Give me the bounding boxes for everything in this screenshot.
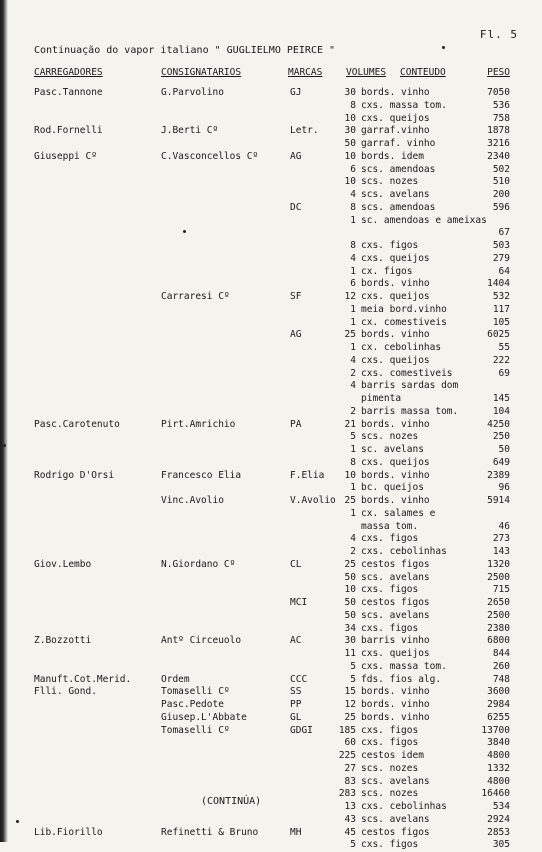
- cell-content: pimenta: [361, 393, 402, 404]
- cell-weight: 3216: [487, 138, 510, 149]
- cell-content: cxs. cebolinhas: [361, 801, 447, 812]
- cell-weight: 3840: [487, 737, 510, 749]
- cell-volumes: 30: [344, 635, 356, 647]
- table-row: [0, 827, 542, 840]
- cell-shipper: Pasc.Carotenuto: [34, 418, 120, 430]
- table-row: [0, 87, 542, 100]
- cell-volumes: 11: [344, 648, 356, 659]
- cell-content: bords. idem: [361, 150, 424, 162]
- cell-volumes: 27: [344, 762, 356, 774]
- table-row: [0, 431, 542, 444]
- cell-weight: 6800: [487, 635, 510, 647]
- cell-weight: 6255: [487, 711, 510, 723]
- cell-volumes: 10: [344, 112, 356, 124]
- table-row: [0, 699, 542, 712]
- cell-volumes: 21: [344, 418, 356, 430]
- cell-volumes: 30: [344, 87, 356, 98]
- cell-weight: 2500: [487, 609, 510, 621]
- cell-weight: 596: [492, 201, 510, 213]
- cell-content: bords. vinho: [361, 278, 430, 290]
- cell-content: barris massa tom.: [361, 405, 459, 417]
- cell-volumes: 10: [344, 584, 356, 596]
- cell-content: cxs. queijos: [361, 252, 430, 264]
- cell-weight: 50: [498, 444, 510, 455]
- cell-content: cxs. massa tom.: [361, 660, 447, 672]
- cell-content: bords. vinho: [361, 495, 430, 506]
- table-row: [0, 661, 542, 674]
- cell-volumes: 5: [350, 660, 356, 672]
- cell-content: bc. queijos: [361, 482, 424, 494]
- cell-mark: CL: [290, 558, 302, 570]
- cell-weight: 2380: [487, 622, 510, 634]
- table-row: [0, 406, 542, 419]
- table-row: [0, 737, 542, 750]
- cell-weight: 2853: [487, 826, 510, 838]
- table-row: [0, 674, 542, 687]
- table-row: [0, 100, 542, 113]
- cell-volumes: 1: [350, 482, 356, 494]
- table-row: [0, 202, 542, 215]
- cell-volumes: 6: [350, 278, 356, 290]
- table-row: [0, 839, 542, 852]
- cell-content: cxs. queijos: [361, 456, 430, 468]
- cell-volumes: 83: [344, 775, 356, 787]
- cell-volumes: 25: [344, 329, 356, 341]
- cell-consignee: Francesco Elia: [161, 469, 242, 481]
- table-row: [0, 291, 542, 304]
- cell-volumes: 8: [350, 201, 356, 213]
- table-row: [0, 164, 542, 177]
- cell-content: scs. avelans: [361, 571, 430, 583]
- cell-content: sc. avelans: [361, 444, 424, 455]
- cell-content: barris vinho: [361, 635, 430, 647]
- cell-content: barris sardas dom: [361, 380, 459, 392]
- cell-consignee: Carraresi Cº: [161, 291, 230, 302]
- table-row: [0, 215, 542, 228]
- table-row: [0, 623, 542, 636]
- ink-speck: [3, 444, 6, 447]
- cell-weight: 6025: [487, 329, 510, 341]
- cell-mark: AG: [290, 329, 302, 341]
- cell-weight: 117: [492, 303, 510, 315]
- table-row: [0, 686, 542, 699]
- cell-volumes: 1: [350, 342, 356, 353]
- cell-weight: 510: [492, 176, 510, 188]
- cell-weight: 502: [492, 163, 510, 175]
- cell-volumes: 12: [344, 291, 356, 302]
- cell-weight: 305: [492, 839, 510, 851]
- cell-weight: 273: [492, 533, 510, 545]
- cell-weight: 96: [498, 482, 510, 494]
- table-row: [0, 189, 542, 202]
- cell-volumes: 4: [350, 354, 356, 366]
- cell-content: scs. avelans: [361, 609, 430, 621]
- cell-content: scs. nozes: [361, 431, 419, 443]
- cell-mark: Letr.: [290, 125, 319, 137]
- cell-weight: 1878: [487, 125, 510, 137]
- cell-volumes: 2: [350, 405, 356, 417]
- cell-volumes: 10: [344, 469, 356, 481]
- cell-mark: PP: [290, 699, 302, 710]
- table-row: [0, 393, 542, 406]
- cell-volumes: 5: [350, 431, 356, 443]
- cell-volumes: 4: [350, 380, 356, 392]
- cell-content: scs. avelans: [361, 775, 430, 787]
- cell-consignee: Ordem: [161, 673, 190, 685]
- cell-content: cx. cebolinhas: [361, 342, 442, 353]
- cell-content: scs. avelans: [361, 189, 430, 200]
- page-title: Continuação do vapor italiano " GUGLIELMO PEIRCE ": [34, 45, 336, 56]
- cell-content: cx. salames e: [361, 507, 436, 519]
- cell-weight: 715: [492, 584, 510, 596]
- header-mark: MARCAS: [288, 67, 323, 78]
- cell-volumes: 4: [350, 189, 356, 200]
- cell-consignee: Tomaselli Cº: [161, 724, 230, 736]
- cell-volumes: 25: [344, 711, 356, 723]
- cell-weight: 532: [492, 291, 510, 302]
- table-row: [0, 457, 542, 470]
- cell-weight: 4800: [487, 775, 510, 787]
- table-row: [0, 814, 542, 827]
- cell-weight: 844: [492, 648, 510, 659]
- table-row: [0, 584, 542, 597]
- cell-mark: AG: [290, 150, 302, 162]
- cell-shipper: Giov.Lembo: [34, 558, 92, 570]
- cell-volumes: 5: [350, 673, 356, 685]
- ink-speck: [442, 46, 445, 49]
- header-shipper: CARREGADORES: [34, 67, 103, 78]
- cell-shipper: Manuft.Cot.Merid.: [34, 673, 132, 685]
- cell-content: cxs. cebolinhas: [361, 546, 447, 557]
- cell-volumes: 1: [350, 444, 356, 455]
- table-row: [0, 648, 542, 661]
- cell-content: cxs. massa tom.: [361, 99, 447, 111]
- table-row: [0, 495, 542, 508]
- cell-volumes: 2: [350, 546, 356, 557]
- cell-weight: 67: [498, 227, 510, 239]
- cell-volumes: 1: [350, 507, 356, 519]
- cell-weight: 4800: [487, 750, 510, 761]
- cell-shipper: Flli. Gond.: [34, 686, 97, 698]
- cell-volumes: 34: [344, 622, 356, 634]
- header-content: CONTEUDO: [400, 67, 446, 78]
- table-row: [0, 597, 542, 610]
- table-row: [0, 521, 542, 534]
- cell-mark: MCI: [290, 597, 308, 608]
- cell-volumes: 8: [350, 240, 356, 251]
- ink-speck: [16, 820, 19, 823]
- table-row: [0, 317, 542, 330]
- cell-content: cxs. queijos: [361, 112, 430, 124]
- cell-weight: 200: [492, 189, 510, 200]
- cell-consignee: Antº Circeuolo: [161, 635, 242, 647]
- cell-content: scs. avelans: [361, 813, 430, 825]
- table-row: [0, 278, 542, 291]
- cell-consignee: N.Giordano Cº: [161, 558, 236, 570]
- cell-consignee: G.Parvolino: [161, 87, 224, 98]
- cell-weight: 145: [492, 393, 510, 404]
- cell-weight: 64: [498, 265, 510, 277]
- cell-mark: SF: [290, 291, 302, 302]
- cell-volumes: 25: [344, 558, 356, 570]
- cell-consignee: Giusep.L'Abbate: [161, 711, 247, 723]
- cell-weight: 2340: [487, 150, 510, 162]
- continues-note: (CONTINÚA): [201, 796, 262, 807]
- table-row: [0, 801, 542, 814]
- cell-content: cxs. queijos: [361, 354, 430, 366]
- cell-content: bords. vinho: [361, 469, 430, 481]
- cell-volumes: 283: [338, 788, 356, 800]
- cell-content: cxs. figos: [361, 724, 419, 736]
- table-row: [0, 380, 542, 393]
- cell-weight: 2500: [487, 571, 510, 583]
- cell-volumes: 30: [344, 125, 356, 137]
- cell-content: cxs. figos: [361, 622, 419, 634]
- cell-volumes: 50: [344, 597, 356, 608]
- cell-volumes: 2: [350, 367, 356, 379]
- table-row: [0, 113, 542, 126]
- cell-content: cxs. queijos: [361, 648, 430, 659]
- table-row: [0, 788, 542, 801]
- cell-mark: PA: [290, 418, 302, 430]
- cell-volumes: 8: [350, 99, 356, 111]
- table-row: [0, 125, 542, 138]
- cell-weight: 2389: [487, 469, 510, 481]
- cell-content: scs. nozes: [361, 788, 419, 800]
- cell-shipper: Z.Bozzotti: [34, 635, 92, 647]
- cell-weight: 16460: [481, 788, 510, 800]
- table-row: [0, 419, 542, 432]
- cell-content: scs. nozes: [361, 762, 419, 774]
- cell-volumes: 50: [344, 138, 356, 149]
- cell-content: bords. vinho: [361, 711, 430, 723]
- cell-weight: 503: [492, 240, 510, 251]
- cell-content: sc. amendoas e ameixas: [361, 214, 487, 226]
- table-row: [0, 763, 542, 776]
- cell-volumes: 15: [344, 686, 356, 698]
- cell-weight: 260: [492, 660, 510, 672]
- manifest-table: [0, 87, 542, 852]
- cell-mark: SS: [290, 686, 302, 698]
- cell-weight: 2924: [487, 813, 510, 825]
- cell-consignee: J.Berti Cº: [161, 125, 219, 137]
- cell-shipper: Lib.Fiorillo: [34, 826, 103, 838]
- cell-content: bords. vinho: [361, 87, 430, 98]
- cell-volumes: 50: [344, 609, 356, 621]
- cell-content: garraf.vinho: [361, 125, 430, 137]
- cell-volumes: 1: [350, 265, 356, 277]
- cell-weight: 2984: [487, 699, 510, 710]
- cell-volumes: 10: [344, 150, 356, 162]
- cell-content: cxs. figos: [361, 533, 419, 545]
- cell-weight: 46: [498, 520, 510, 532]
- table-row: [0, 610, 542, 623]
- cell-shipper: Rod.Fornelli: [34, 125, 103, 137]
- table-row: [0, 559, 542, 572]
- table-row: [0, 240, 542, 253]
- cell-content: cxs. figos: [361, 839, 419, 851]
- cell-weight: 2650: [487, 597, 510, 608]
- cell-weight: 536: [492, 99, 510, 111]
- cell-volumes: 8: [350, 456, 356, 468]
- table-row: [0, 635, 542, 648]
- cell-content: cestos figos: [361, 597, 430, 608]
- cell-volumes: 45: [344, 826, 356, 838]
- cell-weight: 649: [492, 456, 510, 468]
- cell-weight: 69: [498, 367, 510, 379]
- table-row: [0, 750, 542, 763]
- cell-weight: 1332: [487, 762, 510, 774]
- cell-weight: 1404: [487, 278, 510, 290]
- cell-weight: 4250: [487, 418, 510, 430]
- cell-shipper: Pasc.Tannone: [34, 87, 103, 98]
- cell-content: cxs. comestiveis: [361, 367, 453, 379]
- table-row: [0, 712, 542, 725]
- cell-mark: V.Avolio: [290, 495, 336, 506]
- cell-content: scs. amendoas: [361, 163, 436, 175]
- table-row: [0, 776, 542, 789]
- cell-content: cestos figos: [361, 558, 430, 570]
- table-row: [0, 176, 542, 189]
- cell-weight: 143: [492, 546, 510, 557]
- cell-weight: 250: [492, 431, 510, 443]
- cell-content: cx. comestiveis: [361, 316, 447, 328]
- cell-content: cxs. figos: [361, 240, 419, 251]
- cell-weight: 104: [492, 405, 510, 417]
- cell-weight: 55: [498, 342, 510, 353]
- cell-weight: 748: [492, 673, 510, 685]
- ink-speck: [183, 230, 186, 233]
- table-row: [0, 342, 542, 355]
- cell-mark: GJ: [290, 87, 302, 98]
- cell-consignee: Pasc.Pedote: [161, 699, 224, 710]
- cell-mark: CCC: [290, 673, 308, 685]
- cell-content: bords. vinho: [361, 418, 430, 430]
- cell-shipper: Giuseppi Cº: [34, 150, 97, 162]
- cell-weight: 534: [492, 801, 510, 812]
- cell-weight: 13700: [481, 724, 510, 736]
- cell-content: scs. amendoas: [361, 201, 436, 213]
- cell-content: cxs. figos: [361, 584, 419, 596]
- cell-content: cestos idem: [361, 750, 424, 761]
- cell-volumes: 1: [350, 214, 356, 226]
- table-row: [0, 253, 542, 266]
- table-row: [0, 725, 542, 738]
- cell-weight: 1320: [487, 558, 510, 570]
- cell-volumes: 4: [350, 252, 356, 264]
- cell-mark: F.Elia: [290, 469, 325, 481]
- cell-consignee: Pirt.Amrichio: [161, 418, 236, 430]
- cell-weight: 105: [492, 316, 510, 328]
- cell-content: cx. figos: [361, 265, 413, 277]
- cell-content: scs. nozes: [361, 176, 419, 188]
- cell-volumes: 1: [350, 303, 356, 315]
- cell-weight: 279: [492, 252, 510, 264]
- cell-consignee: Vinc.Avolio: [161, 495, 224, 506]
- cell-content: bords. vinho: [361, 699, 430, 710]
- cell-weight: 3600: [487, 686, 510, 698]
- cell-mark: MH: [290, 826, 302, 838]
- table-row: [0, 444, 542, 457]
- cell-weight: 7050: [487, 87, 510, 98]
- table-row: [0, 355, 542, 368]
- cell-content: bords. vinho: [361, 686, 430, 698]
- header-volumes: VOLUMES: [346, 67, 387, 78]
- cell-consignee: Tomaselli Cº: [161, 686, 230, 698]
- cell-shipper: Rodrigo D'Orsi: [34, 469, 115, 481]
- cell-volumes: 43: [344, 813, 356, 825]
- cell-volumes: 12: [344, 699, 356, 710]
- cell-consignee: C.Vasconcellos Cº: [161, 150, 259, 162]
- table-row: [0, 546, 542, 559]
- table-row: [0, 533, 542, 546]
- cell-volumes: 225: [338, 750, 356, 761]
- table-row: [0, 470, 542, 483]
- table-row: [0, 329, 542, 342]
- cell-volumes: 50: [344, 571, 356, 583]
- cell-content: bords. vinho: [361, 329, 430, 341]
- cell-mark: DC: [290, 201, 302, 213]
- cell-content: cxs. queijos: [361, 291, 430, 302]
- cell-content: massa tom.: [361, 520, 419, 532]
- table-row: [0, 368, 542, 381]
- cell-mark: GDGI: [290, 724, 313, 736]
- cell-weight: 5914: [487, 495, 510, 506]
- table-row: [0, 482, 542, 495]
- header-weight: PESO: [487, 67, 510, 78]
- cell-volumes: 25: [344, 495, 356, 506]
- cell-volumes: 4: [350, 533, 356, 545]
- cell-consignee: Refinetti & Bruno: [161, 826, 259, 838]
- cell-weight: 222: [492, 354, 510, 366]
- cell-volumes: 1: [350, 316, 356, 328]
- header-consignee: CONSIGNATARIOS: [161, 67, 242, 78]
- table-row: [0, 572, 542, 585]
- cell-content: cxs. figos: [361, 737, 419, 749]
- cell-content: cestos figos: [361, 826, 430, 838]
- page-number: Fl. 5: [479, 28, 518, 41]
- cell-volumes: 13: [344, 801, 356, 812]
- table-row: [0, 151, 542, 164]
- cell-volumes: 60: [344, 737, 356, 749]
- cell-volumes: 10: [344, 176, 356, 188]
- cell-content: garraf. vinho: [361, 138, 436, 149]
- cell-mark: GL: [290, 711, 302, 723]
- cell-content: fds. fios alg.: [361, 673, 442, 685]
- table-row: [0, 508, 542, 521]
- cell-volumes: 185: [338, 724, 356, 736]
- table-row: [0, 266, 542, 279]
- cell-volumes: 6: [350, 163, 356, 175]
- table-row: [0, 304, 542, 317]
- cell-volumes: 5: [350, 839, 356, 851]
- table-row: [0, 227, 542, 240]
- cell-mark: AC: [290, 635, 302, 647]
- cell-content: meia bord.vinho: [361, 303, 447, 315]
- cell-weight: 758: [492, 112, 510, 124]
- table-row: [0, 138, 542, 151]
